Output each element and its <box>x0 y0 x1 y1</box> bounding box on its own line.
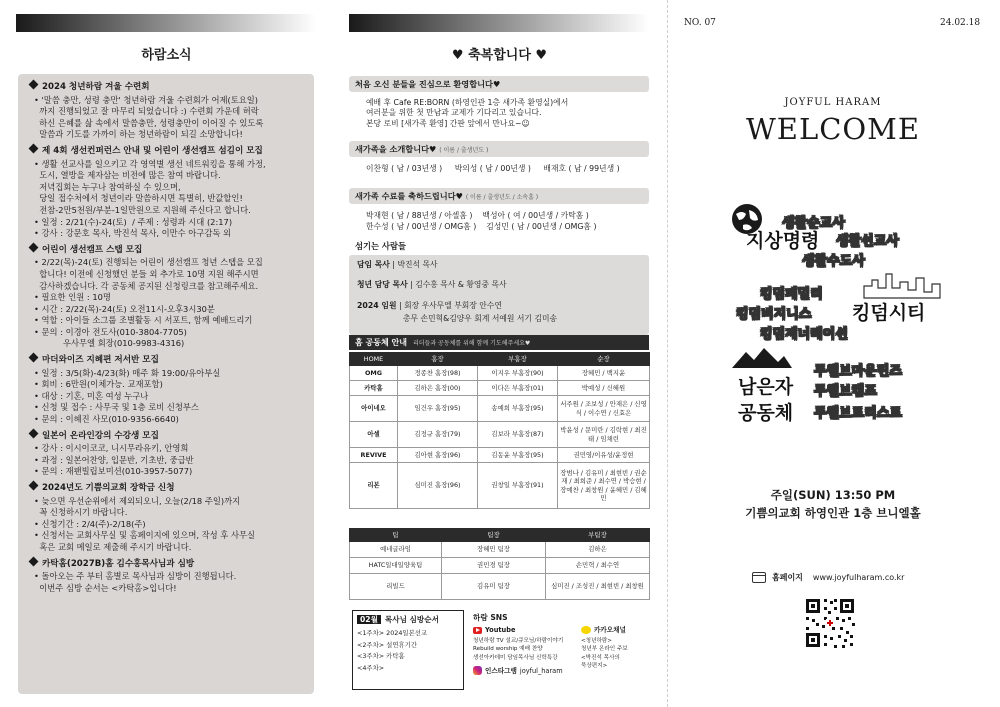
instagram-icon <box>473 666 482 675</box>
home-bar: 홈 공동체 안내 리더들과 공동체를 위해 함께 기도해주세요♥ <box>349 335 649 350</box>
vision-2a: 킹덤패밀리 <box>760 287 823 302</box>
table-cell: 김하은 홈장(00) <box>398 381 478 396</box>
news-line: 도시, 열방을 제자삼는 비전에 많은 참여 바랍니다. <box>34 170 221 181</box>
sns-box <box>469 610 659 694</box>
vision-3-main-1: 남은자 <box>738 376 794 398</box>
table-cell: 리빌드 <box>350 574 442 600</box>
news-section <box>28 82 306 141</box>
welcome-text: 예배 후 Cafe RE:BORN (하영인관 1층 새가족 환영실)에서 여러분을 위한 첫 만남과 교제가 기다리고 있습니다. 본당 로비 [새가족 환영] 간판 앞에서 만나요~☺ <box>366 98 569 128</box>
shimbang-row: <3주차> 카탁홈 <box>357 652 405 661</box>
kakao-line: 청년부 온라인 주보 <box>581 646 628 653</box>
diamond-bullet-icon <box>29 428 39 438</box>
news-line: 혹은 교회 메일로 제출해 주시기 바랍니다. <box>34 541 192 552</box>
table-cell: 이다은 부홈장(01) <box>478 381 558 396</box>
table-row <box>350 463 650 509</box>
news-title: 하람소식 <box>141 48 192 63</box>
table-row <box>350 396 650 422</box>
newfamily-name: 이찬형 ( 남 / 03년생 ) <box>366 164 443 173</box>
home-table-header: 부홈장 <box>478 353 558 366</box>
news-line: • 필요한 인원 : 10명 <box>34 292 111 303</box>
diamond-bullet-icon <box>29 556 39 566</box>
news-line: • 신청서는 교회사무실 및 홈페이지에 있으며, 작성 후 사무실 <box>34 530 255 541</box>
vision-1b: 생활선교사 <box>836 234 899 249</box>
kakao-icon <box>581 626 591 634</box>
news-line: 꼭 신청하시기 바랍니다. <box>34 507 128 518</box>
news-line: 합니다! 이전에 신청했던 분들 외 추가로 10명 지원 해주시면 <box>34 268 259 279</box>
news-line: 당일 접수처에서 청년이라 말씀하시면 특별히, 반값할인! <box>34 193 243 204</box>
vision-3a: 투웰브마운틴즈 <box>814 364 902 379</box>
welcome-heading: WELCOME <box>745 112 921 146</box>
table-cell: 권민영/이유성/윤정현 <box>558 448 650 463</box>
vision-1c: 생활수도사 <box>802 254 865 269</box>
home-table-header: 순장 <box>558 353 650 366</box>
table-cell: 손민혁 / 최수연 <box>546 558 650 574</box>
table-cell: 박예성 / 신혜원 <box>558 381 650 396</box>
vision-3-main-2: 공동체 <box>738 402 794 424</box>
newfamily-bar: 새가족을 소개합니다♥ ( 이름 / 출생년도 ) <box>349 141 649 157</box>
team-table-header: 팀장 <box>442 529 546 542</box>
staff-row: 담임 목사 | 박진석 목사 <box>357 260 438 269</box>
instagram-link[interactable]: 인스타그램 joyful_haram <box>473 666 563 675</box>
news-line: • 시간 : 2/22(목)-24(토) 오전11시-오후3시30분 <box>34 303 215 314</box>
table-cell: 아셀 <box>350 422 398 448</box>
news-line: 우사무엘 회장(010-9983-4316) <box>34 338 185 349</box>
table-row <box>350 542 650 558</box>
vision-1a: 생활순교사 <box>782 216 845 231</box>
news-line: 감사하겠습니다. 각 공동체 공지된 신청링크를 참고해주세요. <box>34 280 259 291</box>
table-cell: 김보라 부홈장(87) <box>478 422 558 448</box>
promo-name: 박재현 ( 남 / 88년생 / 아셀홈 ) <box>366 211 473 220</box>
kakao-link[interactable]: 카카오채널 <box>581 626 628 635</box>
news-line: • 2/22(목)-24(토) 진행되는 어린이 생선캠프 청년 스탭을 모집 <box>34 257 263 268</box>
table-row <box>350 381 650 396</box>
news-line: • 늦으면 우선순위에서 제외되오니, 오늘(2/18 주일)까지 <box>34 495 241 506</box>
vision-3c: 투웰브트리스트 <box>814 406 902 421</box>
welcome-bar: 처음 오신 분들을 진심으로 환영합니다♥ <box>349 76 649 92</box>
serve-title: 섬기는 사람들 <box>355 241 406 251</box>
news-section-title: 카탁홈(2027B)홈 김수홍목사님과 심방 <box>28 559 306 571</box>
table-cell: 박윤성 / 문미란 / 김락현 / 최진태 / 임채린 <box>558 422 650 448</box>
kakao-line: <청년하람> <box>581 637 612 644</box>
table-cell: 서주원 / 조보성 / 안재은 / 신영식 / 이수연 / 신효은 <box>558 396 650 422</box>
table-row <box>350 574 650 600</box>
shimbang-row: <1주차> 2024일본선교 <box>357 629 428 637</box>
brand-name: JOYFUL HARAM <box>784 97 882 108</box>
newfamily-list <box>366 163 630 174</box>
news-line: 전참-2만5천원/부분-1일만원으로 지원해 주신다고 합니다. <box>34 204 251 215</box>
table-cell: 송예희 부홈장(95) <box>478 396 558 422</box>
news-box <box>18 74 314 694</box>
homepage-label: 홈페이지 <box>772 573 803 582</box>
table-cell: OMG <box>350 366 398 381</box>
news-line: • 과정 : 일본어찬양, 입문반, 기초반, 중급반 <box>34 454 194 465</box>
mountain-icon <box>732 346 792 370</box>
staff-row: 2024 임원 | 회장 우사무엘 부회장 안수연 <box>357 301 502 310</box>
table-cell: 정종찬 홈장(98) <box>398 366 478 381</box>
table-cell: 김아현 홈장(96) <box>398 448 478 463</box>
header-gradient-bar <box>16 14 316 32</box>
news-section-title: 일본어 온라인강의 수강생 모집 <box>28 431 306 443</box>
table-row <box>350 448 650 463</box>
youtube-icon <box>473 627 482 634</box>
news-section <box>28 483 306 554</box>
news-panel <box>0 0 333 707</box>
news-section <box>28 355 306 426</box>
youtube-link[interactable]: Youtube <box>473 626 563 635</box>
table-cell: 임건우 홈장(95) <box>398 396 478 422</box>
news-line: • 일정 : 2/21(수)-24(토) / 주제 : 성령과 시대 (2:17) <box>34 216 233 227</box>
table-cell: 아이네오 <box>350 396 398 422</box>
news-section-title: 제 4회 생선컨퍼런스 안내 및 어린이 생선캠프 섬김이 모집 <box>28 146 306 158</box>
promo-list <box>366 210 607 232</box>
header-gradient-bar <box>349 14 649 32</box>
news-line: 이번주 심방 순서는 <카탁홈>입니다! <box>34 582 177 593</box>
table-cell: 김하은 <box>546 542 650 558</box>
vision-2-main: 킹덤시티 <box>852 302 926 324</box>
news-line: • '말씀 충만, 성령 충만' 청년하람 겨울 수련회가 어제(토요일) <box>34 94 259 105</box>
youtube-line: Rebuild worship 예배 찬양 <box>473 646 543 653</box>
news-section <box>28 146 306 240</box>
home-table-header: HOME <box>350 353 398 366</box>
table-cell: 심미진 홈장(96) <box>398 463 478 509</box>
home-table-header: 홈장 <box>398 353 478 366</box>
browser-icon <box>752 572 766 583</box>
team-table-header: 팀 <box>350 529 442 542</box>
news-line: • 신청기간 : 2/4(주)-2/18(주) <box>34 518 146 529</box>
kakao-line: 묵상편지> <box>581 663 608 670</box>
vision-3b: 투웰브캠프 <box>814 384 877 399</box>
news-line: • 강사 : 이시이코코, 니시무라유키, 안영희 <box>34 443 189 454</box>
issue-number: NO. 07 <box>684 18 716 28</box>
table-cell: REVIVE <box>350 448 398 463</box>
news-section-title: 2024 청년하람 겨울 수련회 <box>28 82 306 94</box>
team-table-header: 부팀장 <box>546 529 650 542</box>
diamond-bullet-icon <box>29 481 39 491</box>
promo-name: 한수성 ( 남 / 00년생 / OMG홈 ) <box>366 222 477 231</box>
staff-row: 총무 손민혁&김양우 회계 서예원 서기 김미송 <box>403 314 558 323</box>
table-cell: HATC일대일양육팀 <box>350 558 442 574</box>
news-line: • 돌아오는 주 부터 홈별로 목사님과 심방이 진행됩니다. <box>34 571 237 582</box>
promo-name: 백성아 ( 여 / 00년생 / 카탁홈 ) <box>482 211 589 220</box>
newfamily-name: 배재호 ( 남 / 99년생 ) <box>543 164 620 173</box>
news-section <box>28 559 306 595</box>
news-line: • 문의 : 이혜진 사모(010-9356-6640) <box>34 414 179 425</box>
table-cell: 김정규 홈장(79) <box>398 422 478 448</box>
table-cell: 김동윤 부홈장(95) <box>478 448 558 463</box>
news-section-title: 마더와이즈 지혜편 저서반 모집 <box>28 355 306 367</box>
news-section <box>28 431 306 478</box>
table-cell: 권민경 팀장 <box>442 558 546 574</box>
table-row <box>350 366 650 381</box>
news-section-title: 2024년도 기쁨의교회 장학금 신청 <box>28 483 306 495</box>
youtube-line: 생선아카데미 담임목사님 신학특강 <box>473 654 558 661</box>
news-line: • 문의 : 이경아 전도사(010-3804-7705) <box>34 326 187 337</box>
homepage-url[interactable]: www.joyfulharam.co.kr <box>812 573 905 582</box>
home-table <box>349 352 650 509</box>
table-cell: 장혜민 팀장 <box>442 542 546 558</box>
shimbang-box: 02월 목사님 심방순서 <1주차> 2024일본선교 <2주차> 설연휴기간 <3주차> 카탁홈 <4주차> <box>352 610 464 690</box>
table-cell: 김유미 팀장 <box>442 574 546 600</box>
diamond-bullet-icon <box>29 242 39 252</box>
news-line: • 문의 : 재팬빌립보미션(010-3957-5077) <box>34 466 193 477</box>
table-cell: 카탁홈 <box>350 381 398 396</box>
diamond-bullet-icon <box>29 144 39 154</box>
news-section-title: 어린이 생선캠프 스탭 모집 <box>28 245 306 257</box>
news-line: 저녁집회는 누구나 참여하실 수 있으며, <box>34 181 181 192</box>
homepage-link[interactable] <box>752 572 904 583</box>
news-line: • 신청 및 접수 : 사무국 및 1층 로비 신청부스 <box>34 402 199 413</box>
diamond-bullet-icon <box>29 353 39 363</box>
news-line: 말씀과 기도를 가까이 하는 청년하람이 되길 소망합니다! <box>34 129 243 140</box>
kakao-line: <박진석 목사의 <box>581 654 620 661</box>
table-row <box>350 558 650 574</box>
team-table <box>349 528 650 600</box>
sns-title: 하람 SNS <box>473 613 508 622</box>
diamond-bullet-icon <box>29 80 39 90</box>
shimbang-row: <2주차> 설연휴기간 <box>357 640 418 649</box>
table-row <box>350 422 650 448</box>
staff-row: 청년 담당 목사 | 김수홍 목사 & 황영중 목사 <box>357 280 507 289</box>
table-cell: 심미진 / 조성진 / 최현빈 / 최창원 <box>546 574 650 600</box>
news-line: • 회비 : 6만원(이체가능. 교재포함) <box>34 379 163 390</box>
news-line: • 일정 : 3/5(화)-4/23(화) 매주 화 19:00/유아부실 <box>34 367 221 378</box>
table-cell: 장범나 / 김유미 / 최현빈 / 권순재 / 최희준 / 최수연 / 박승현 / 장예찬 / 최창원 / 윤혜민 / 김혜민 <box>558 463 650 509</box>
blessing-title: ♥ 축복합니다 ♥ <box>451 48 548 63</box>
table-cell: 예네글라임 <box>350 542 442 558</box>
staff-box <box>349 255 649 335</box>
news-line: 하신 은혜를 삶 속에서 말씀충만, 성령충만이 이어질 수 있도록 <box>34 117 264 128</box>
issue-date: 24.02.18 <box>940 18 981 28</box>
city-skyline-icon <box>862 268 942 300</box>
news-line: • 역할 : 아이들 소그룹 조별활동 시 서포트, 함께 예배드리기 <box>34 315 253 326</box>
newfamily-name: 박의성 ( 남 / 00년생 ) <box>454 164 531 173</box>
vision-1-main: 지상명령 <box>746 230 820 252</box>
news-line: 까지 진행되었고 잘 마무리 되었습니다 :) 수련회 가운데 허락 <box>34 106 259 117</box>
table-cell: 이지우 부홈장(90) <box>478 366 558 381</box>
promo-name: 김성민 ( 남 / 00년생 / OMG홈 ) <box>486 222 597 231</box>
youtube-line: 청년하람 TV 설교/큐모님/하람이야기 <box>473 637 564 644</box>
service-time: 주일(SUN) 13:50 PM <box>770 488 896 502</box>
vision-2b: 킹덤비지니스 <box>736 307 812 322</box>
table-cell: 리본 <box>350 463 398 509</box>
vision-2c: 킹덤제너레이션 <box>760 327 848 342</box>
service-place: 기쁨의교회 하영인관 1층 브니엘홀 <box>745 506 921 520</box>
shimbang-row: <4주차> <box>357 663 385 672</box>
news-line: • 생활 선교사를 일으키고 각 영역별 생선 네트워킹을 통해 가정, <box>34 158 266 169</box>
table-cell: 권창일 부홈장(91) <box>478 463 558 509</box>
news-section <box>28 245 306 350</box>
news-line: • 대상 : 기혼, 미혼 여성 누구나 <box>34 390 149 401</box>
qr-code[interactable] <box>804 597 856 649</box>
news-line: • 강사 : 강문호 목사, 박진석 목사, 이만수 아구감독 외 <box>34 228 231 239</box>
promo-bar: 새가족 수료를 축하드립니다♥ ( 이름 / 출생년도 / 소속홈 ) <box>349 188 649 204</box>
table-cell: 장혜민 / 백지윤 <box>558 366 650 381</box>
